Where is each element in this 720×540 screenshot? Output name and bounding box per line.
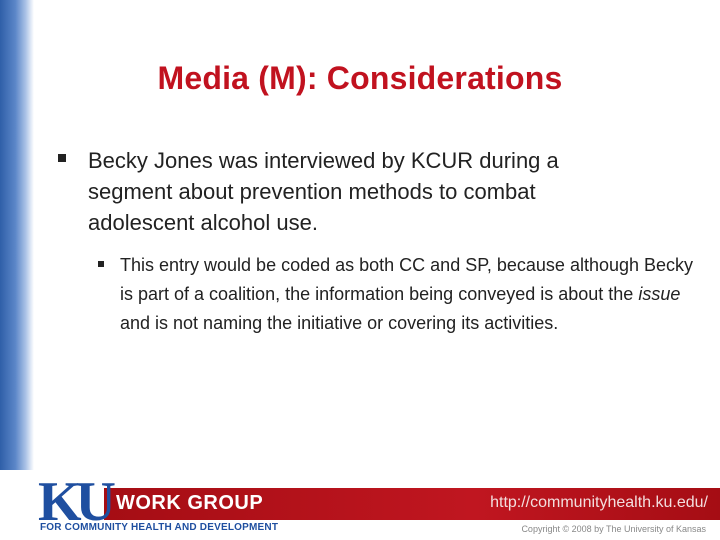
sub-bullet-part1: This entry would be coded as both CC and SP, because although Becky is part of a coalition, the information being conveyed is about the [120, 255, 694, 304]
footer-url: http://communityhealth.ku.edu/ [490, 494, 708, 511]
footer-subtitle: FOR COMMUNITY HEALTH AND DEVELOPMENT [40, 522, 279, 533]
work-group-label: WORK GROUP [116, 492, 264, 514]
sub-bullet-part2: and is not naming the initiative or covering its activities. [120, 313, 559, 333]
sub-bullet-emphasis: issue [638, 284, 681, 304]
square-bullet-icon [98, 261, 104, 267]
square-bullet-icon [58, 154, 66, 162]
ku-logo: KU [38, 471, 110, 533]
sub-bullet-text [120, 251, 710, 338]
slide-title: Media (M): Considerations [157, 60, 563, 96]
main-bullet-text: Becky Jones was interviewed by KCUR during a segment about prevention methods to combat adolescent alcohol use. [88, 148, 559, 235]
footer-banner [0, 470, 720, 540]
copyright-text: Copyright © 2008 by The University of Kansas [521, 524, 706, 534]
